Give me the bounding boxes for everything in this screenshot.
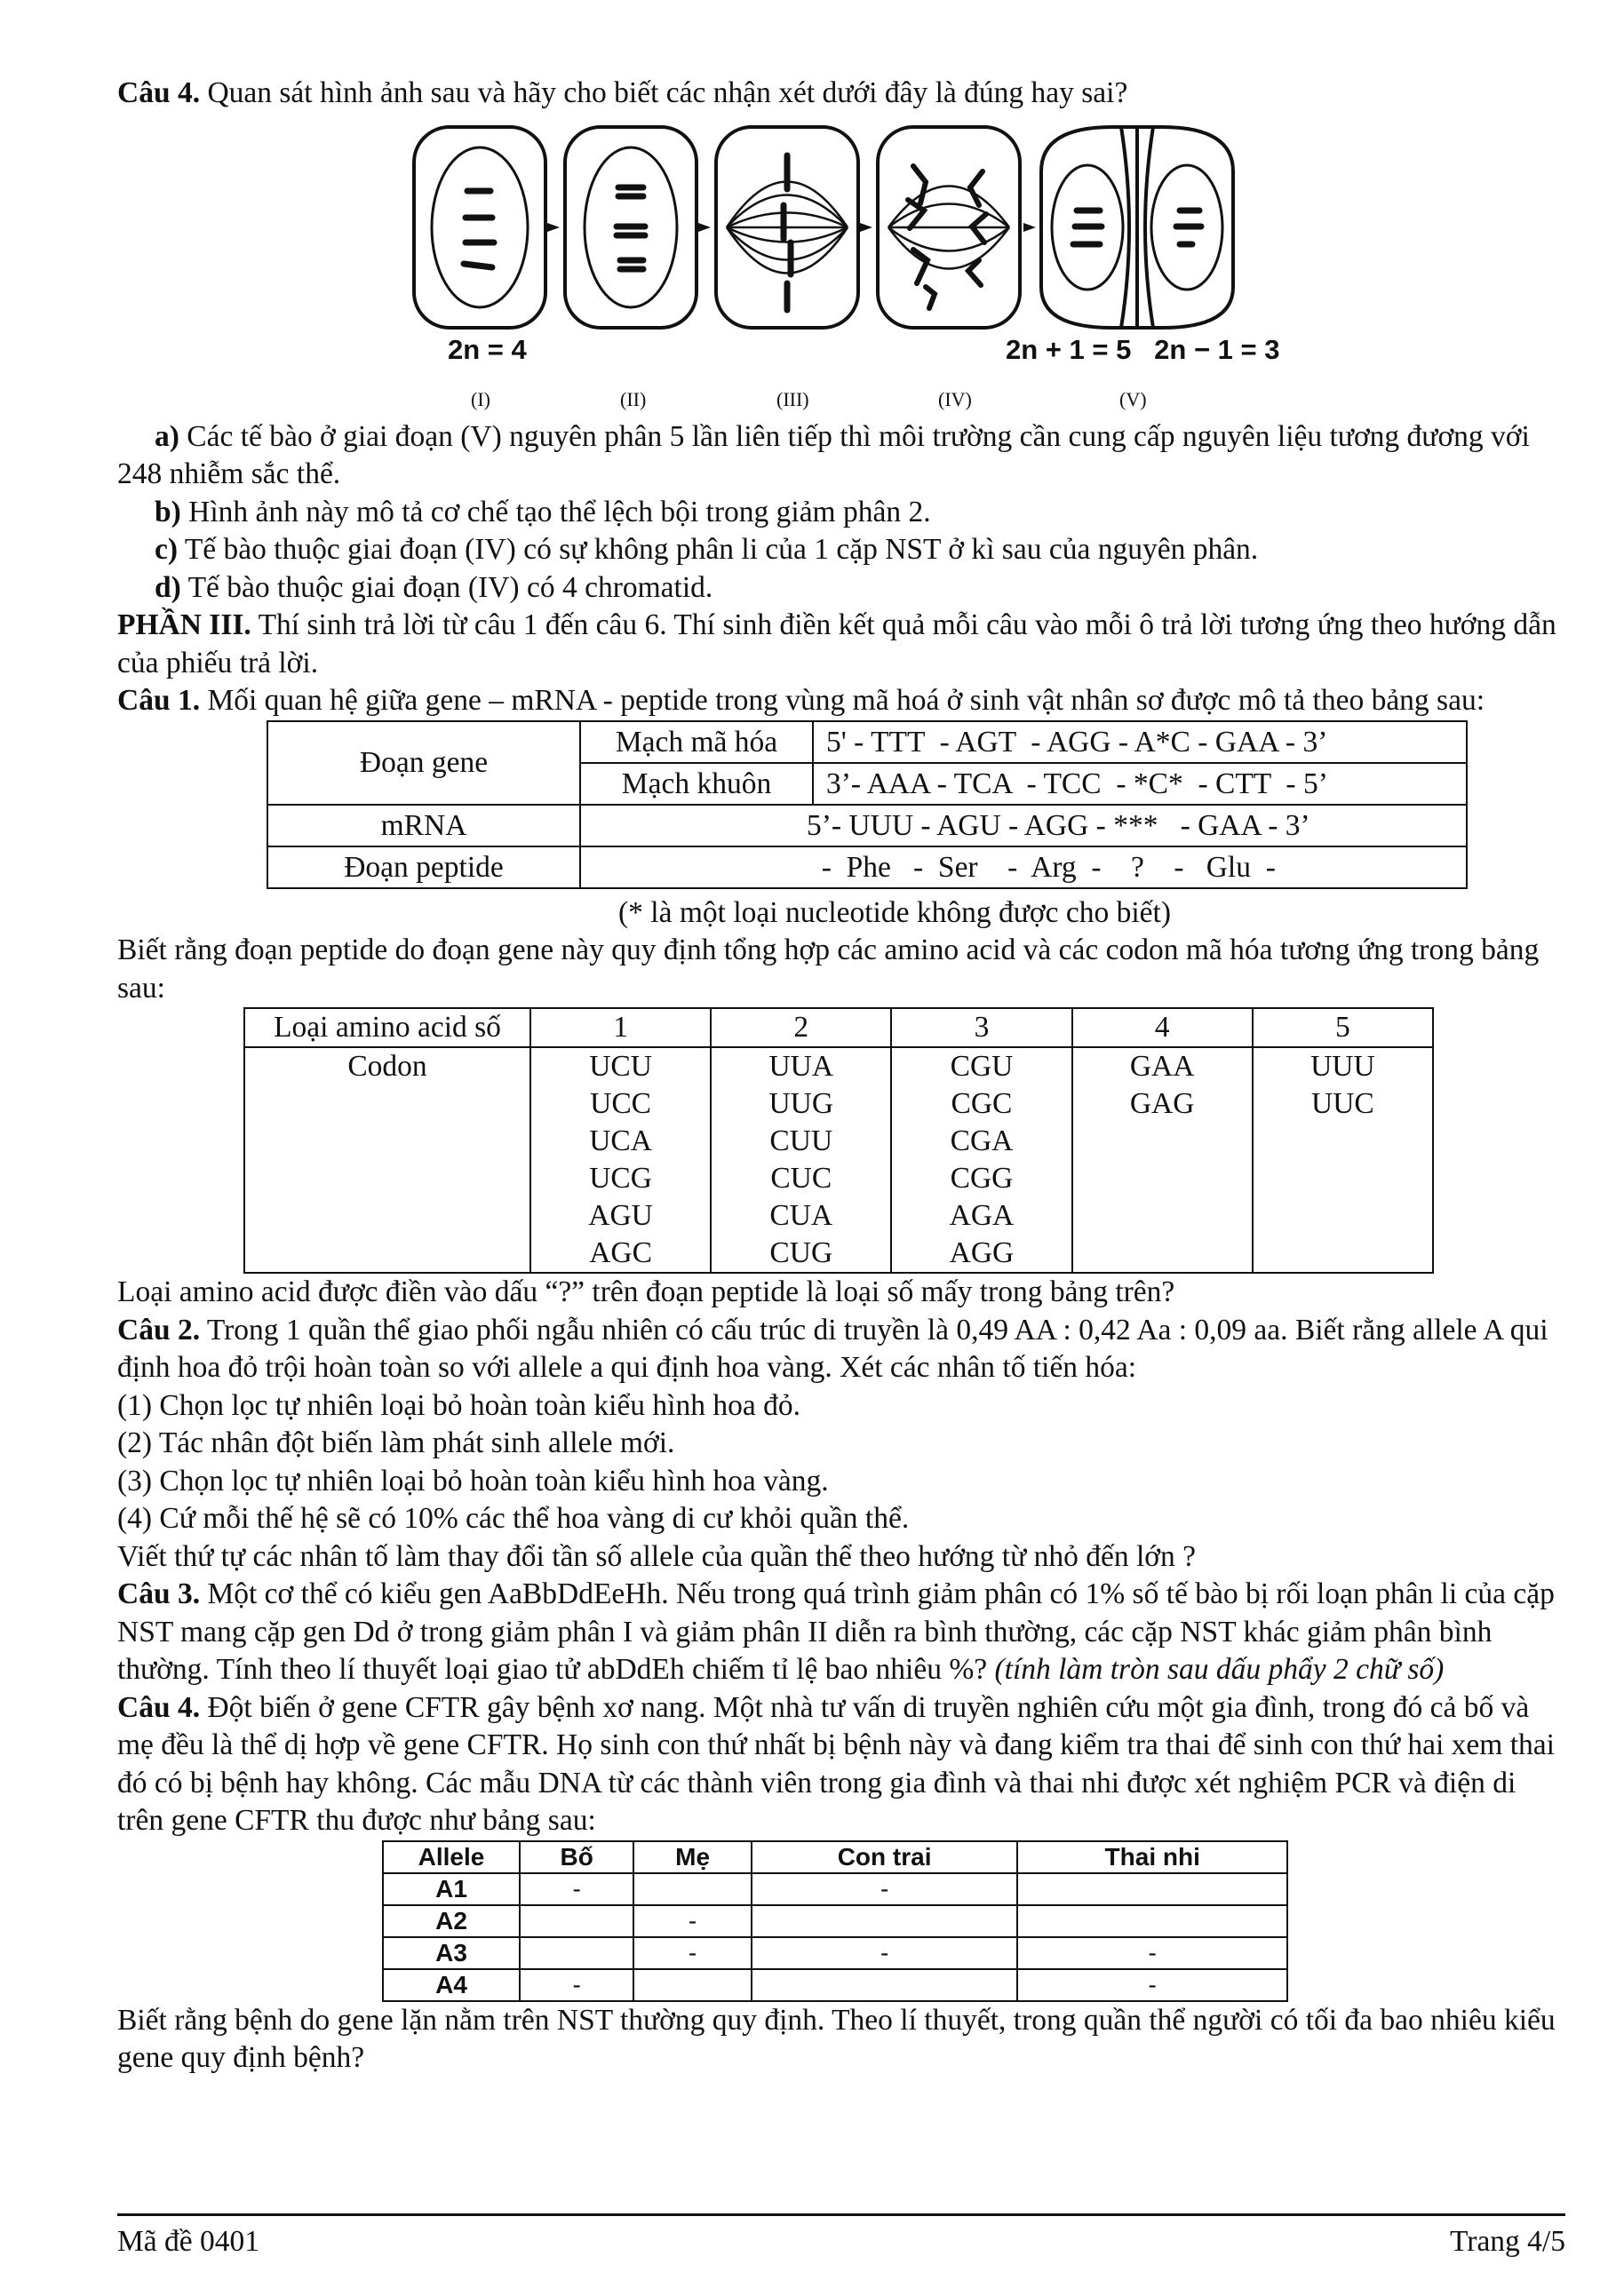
arrow-1: [547, 223, 560, 232]
q4-question: [117, 75, 1565, 113]
c3-text: Câu 3. Một cơ thể có kiểu gen AaBbDdEeHh. Nếu trong quá trình giảm phân có 1% số tế bào bị rối loạn phân li của cặp NST mang cặp gen Dd ở trong giảm phân I và giảm phân II diễn ra bình thường, các cặp NST khác giảm phân bình thường. Tính theo lí thuyết loại giao tử abDdEh chiếm tỉ lệ bao nhiêu %? (tính làm tròn sau dấu phẩy 2 chữ số): [117, 1577, 1555, 1686]
c4b-label: Câu 4.: [117, 1690, 201, 1724]
part3-label: PHẦN III.: [117, 608, 251, 641]
c1-note: (* là một loại nucleotide không được cho biết): [618, 895, 1171, 929]
stage-label-2: (II): [620, 387, 647, 410]
table-row: A2 -: [383, 1905, 1287, 1937]
exam-code: Mã đề 0401: [117, 2225, 260, 2258]
q4-option-b: b) Hình ảnh này mô tả cơ chế tạo thể lệch bội trong giảm phân 2.: [155, 495, 931, 528]
pcr-header-fetus: Thai nhi: [1017, 1841, 1287, 1873]
c1-text2: Biết rằng đoạn peptide do đoạn gene này quy định tổng hợp các amino acid và các codon mã hóa tương ứng trong bảng sau:: [117, 933, 1540, 1005]
c2-intro: Câu 2. Trong 1 quần thể giao phối ngẫu nhiên có cấu trúc di truyền là 0,49 AA : 0,42 Aa : 0,09 aa. Biết rằng allele A qui định hoa đỏ trội hoàn toàn so với allele a qui định hoa vàng. Xét các nhân tố tiến hóa:: [117, 1313, 1548, 1384]
pcr-header-son: Con trai: [752, 1841, 1018, 1873]
codon-row-label: Codon: [244, 1047, 530, 1273]
codons-2: UUA UUG CUU CUC CUA CUG: [711, 1047, 891, 1273]
peptide-label: Đoạn peptide: [267, 846, 580, 888]
pcr-table: [382, 1840, 1288, 2002]
table-row: A1 - -: [383, 1873, 1287, 1905]
codons-5: UUU UUC: [1253, 1047, 1433, 1273]
mrna-label: mRNA: [267, 805, 580, 846]
c4b-text: Câu 4. Đột biến ở gene CFTR gây bệnh xơ nang. Một nhà tư vấn di truyền nghiên cứu một gia đình, trong đó cả bố và mẹ đều là thể dị hợp về gene CFTR. Họ sinh con thứ nhất bị bệnh này và đang kiểm tra thai để sinh con thứ hai xem thai đó có bị bệnh hay không. Các mẫu DNA từ các thành viên trong gia đình và thai nhi được xét nghiệm PCR và điện di trên gene CFTR thu được như bảng sau:: [117, 1690, 1555, 1837]
codons-1: UCU UCC UCA UCG AGU AGC: [530, 1047, 711, 1273]
peptide-seq: - Phe - Ser - Arg - ? - Glu -: [580, 846, 1467, 888]
coding-label: Mạch mã hóa: [580, 721, 813, 763]
c1-label: Câu 1.: [117, 684, 201, 717]
c1-intro: Câu 1. Mối quan hệ giữa gene – mRNA - peptide trong vùng mã hoá ở sinh vật nhân sơ được mô tả theo bảng sau:: [117, 684, 1485, 717]
q4-label: Câu 4.: [117, 76, 201, 109]
gene-label: Đoạn gene: [267, 721, 580, 805]
ploidy-right: 2n + 1 = 5 2n − 1 = 3: [1006, 333, 1280, 365]
c2-item-1: (1) Chọn lọc tự nhiên loại bỏ hoàn toàn kiểu hình hoa đỏ.: [117, 1388, 800, 1422]
codons-4: GAA GAG: [1072, 1047, 1253, 1273]
c2-label: Câu 2.: [117, 1313, 201, 1347]
stage-label-3: (III): [776, 387, 809, 410]
c4b-question: Biết rằng bệnh do gene lặn nằm trên NST thường quy định. Theo lí thuyết, trong quần thể người có tối đa bao nhiêu kiểu gene quy định bệnh?: [117, 2003, 1556, 2074]
q4-option-c: c) Tế bào thuộc giai đoạn (IV) có sự không phân li của 1 cặp NST ở kì sau của nguyên phân.: [155, 533, 1259, 566]
coding-seq: 5' - TTT - AGT - AGG - A*C - GAA - 3’: [813, 721, 1467, 763]
stage-label-1: (I): [471, 387, 490, 410]
q4-text: Quan sát hình ảnh sau và hãy cho biết các nhận xét dưới đây là đúng hay sai?: [207, 76, 1128, 109]
c1-question: Loại amino acid được điền vào dấu “?” trên đoạn peptide là loại số mấy trong bảng trên?: [117, 1275, 1175, 1308]
page-number: Trang 4/5: [1450, 2225, 1565, 2258]
stage-label-5: (V): [1119, 387, 1147, 410]
template-label: Mạch khuôn: [580, 763, 813, 805]
table-row: A4 - -: [383, 1969, 1287, 2001]
part3-intro: PHẦN III. Thí sinh trả lời từ câu 1 đến câu 6. Thí sinh điền kết quả mỗi câu vào mỗi ô trả lời tương ứng theo hướng dẫn của phiếu trả lời.: [117, 608, 1556, 679]
cell-1: [414, 127, 545, 328]
page-content: [117, 75, 1565, 2078]
template-seq: 3’- AAA - TCA - TCC - *C* - CTT - 5’: [813, 763, 1467, 805]
aa-num-3: 3: [891, 1008, 1071, 1047]
aa-num-5: 5: [1253, 1008, 1433, 1047]
c2-item-3: (3) Chọn lọc tự nhiên loại bỏ hoàn toàn kiểu hình hoa vàng.: [117, 1464, 829, 1498]
mitosis-figure: [117, 118, 1565, 411]
codon-table: [243, 1007, 1434, 1274]
pcr-header-father: Bố: [520, 1841, 633, 1873]
aa-num-1: 1: [530, 1008, 711, 1047]
codon-header-label: Loại amino acid số: [244, 1008, 530, 1047]
c2-item-2: (2) Tác nhân đột biến làm phát sinh allele mới.: [117, 1426, 675, 1459]
ploidy-left: 2n = 4: [448, 333, 527, 365]
codons-3: CGU CGC CGA CGG AGA AGG: [891, 1047, 1071, 1273]
pcr-header-allele: Allele: [383, 1841, 520, 1873]
stage-label-4: (IV): [938, 387, 972, 410]
q4-option-d: d) Tế bào thuộc giai đoạn (IV) có 4 chromatid.: [155, 570, 713, 604]
c3-italic: (tính làm tròn sau dấu phẩy 2 chữ số): [994, 1653, 1445, 1686]
arrow-2: [698, 223, 711, 232]
c2-question: Viết thứ tự các nhân tố làm thay đổi tần số allele của quần thể theo hướng từ nhỏ đến lớn ?: [117, 1539, 1197, 1573]
pcr-header-mother: Mẹ: [633, 1841, 751, 1873]
table-row: A3 - - -: [383, 1937, 1287, 1969]
c3-label: Câu 3.: [117, 1577, 201, 1610]
gene-mrna-table: [267, 720, 1468, 889]
arrow-4: [1023, 223, 1036, 232]
q4-option-a: a) Các tế bào ở giai đoạn (V) nguyên phân 5 lần liên tiếp thì môi trường cần cung cấp nguyên liệu tương đương với 248 nhiễm sắc thể.: [117, 419, 1530, 490]
page-footer: [117, 2213, 1565, 2261]
aa-num-4: 4: [1072, 1008, 1253, 1047]
arrow-3: [860, 223, 872, 232]
aa-num-2: 2: [711, 1008, 891, 1047]
mrna-seq: 5’- UUU - AGU - AGG - *** - GAA - 3’: [580, 805, 1467, 846]
c2-item-4: (4) Cứ mỗi thế hệ sẽ có 10% các thể hoa vàng di cư khỏi quần thể.: [117, 1502, 910, 1535]
